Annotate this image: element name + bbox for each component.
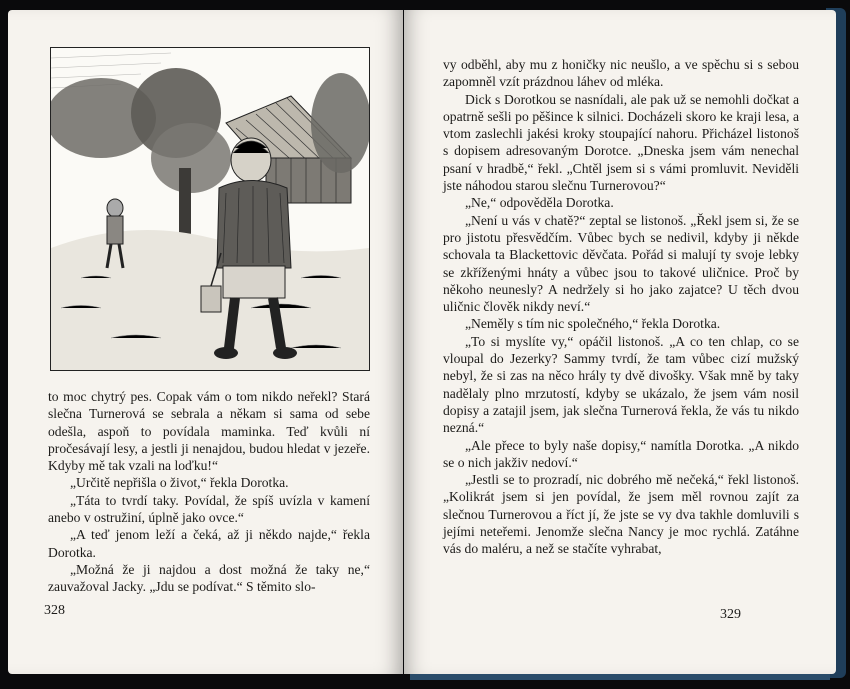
paragraph: „Není u vás v chatě?“ zeptal se listonoš. „Řekl jsem si, že se pro jistotu přesvědčím. Vůbec bych se nedivil, kdyby ji někde schovala ta Blackettovic děvčata. Pořád si malují ty svoje lebky se zkříženými hnáty a vůbec jsou to takové uličnice. Proč by někoho neunesly? A nedržely si ho jako zajatce? U těch dvou uličnic člověk nikdy neví.“ [443,212,799,315]
page-number-right: 329 [720,607,741,622]
illustration-drawing [51,48,369,370]
right-page-text [443,56,799,558]
paragraph: „Neměly s tím nic společného,“ řekla Dorotka. [465,316,721,332]
left-page-text [48,388,370,596]
paragraph: „Ale přece to byly naše dopisy,“ namítla Dorotka. „A nikdo se o nich jakživ nedoví.“ [443,437,799,470]
paragraph: to moc chytrý pes. Copak vám o tom nikdo neřekl? Stará slečna Turnerová se sebrala a někam si sama od sebe odešla, aspoň to povídala maminka. Teď kvůli ní pročesávají lesy, a jestli ji nenajdou, budou hledat v jezeře. Kdyby mě tak vzali na loďku!“ [48,389,370,474]
paragraph: „To si myslíte vy,“ opáčil listonoš. „A co ten chlap, co se vloupal do Jezerky? Sammy tvrdí, že tam vůbec cizí mužský nebyl, že si zas na něco hrály ty dvě divošky. Však mně by taky nadělaly plno mrzutostí, kdyby se ukázalo, že jsem vám nosil dopisy a zatajil jsem, jak slečna Turnerová řekla, že vás tu nikdo nezná.“ [443,333,799,436]
right-page [404,10,836,674]
illustration [50,47,370,371]
paragraph: Dick s Dorotkou se nasnídali, ale pak už se nemohli dočkat a opatrně sešli po pěšince k silnici. Docházeli skoro ke kraji lesa, a vtom zaslechli jakési kroky stoupající nahoru. Přicházel listonoš s dopisem adresovaným Dorotce. „Dneska jsem vám nenechal psaní v hradbě,“ řekl. „Chtěl jsem si s vámi promluvit. Neviděli jste náhodou starou slečnu Turnerovou?“ [443,91,799,194]
paragraph: vy odběhl, aby mu z honičky nic neušlo, a ve spěchu si s sebou zapomněl vzít prázdnou láhev od mléka. [443,57,799,90]
paragraph: „Určitě nepřišla o život,“ řekla Dorotka. [70,475,289,491]
paragraph: „Možná že ji najdou a dost možná že taky ne,“ zauvažoval Jacky. „Jdu se podívat.“ S těmito slo- [48,561,370,595]
paragraph: „Jestli se to prozradí, nic dobrého mě nečeká,“ řekl listonoš. „Kolikrát jsem si jen povídal, že jsem měl rovnou zajít za slečnou Turnerovou a říct jí, že jste se vy dva takhle domluvili s jejími neteřemi. Jenomže slečna Nancy je moc rychlá. Zatáhne vás do maléru, a než se stačíte vyhrabat, [443,472,799,557]
paragraph: „Táta to tvrdí taky. Povídal, že spíš uvízla v kamení anebo v ostružiní, úplně jako ovce.“ [48,492,370,526]
left-page [8,10,403,674]
page-number-left: 328 [44,603,65,618]
paragraph: „A teď jenom leží a čeká, až ji někdo najde,“ řekla Dorotka. [48,527,370,560]
paragraph: „Ne,“ odpověděla Dorotka. [465,195,614,211]
